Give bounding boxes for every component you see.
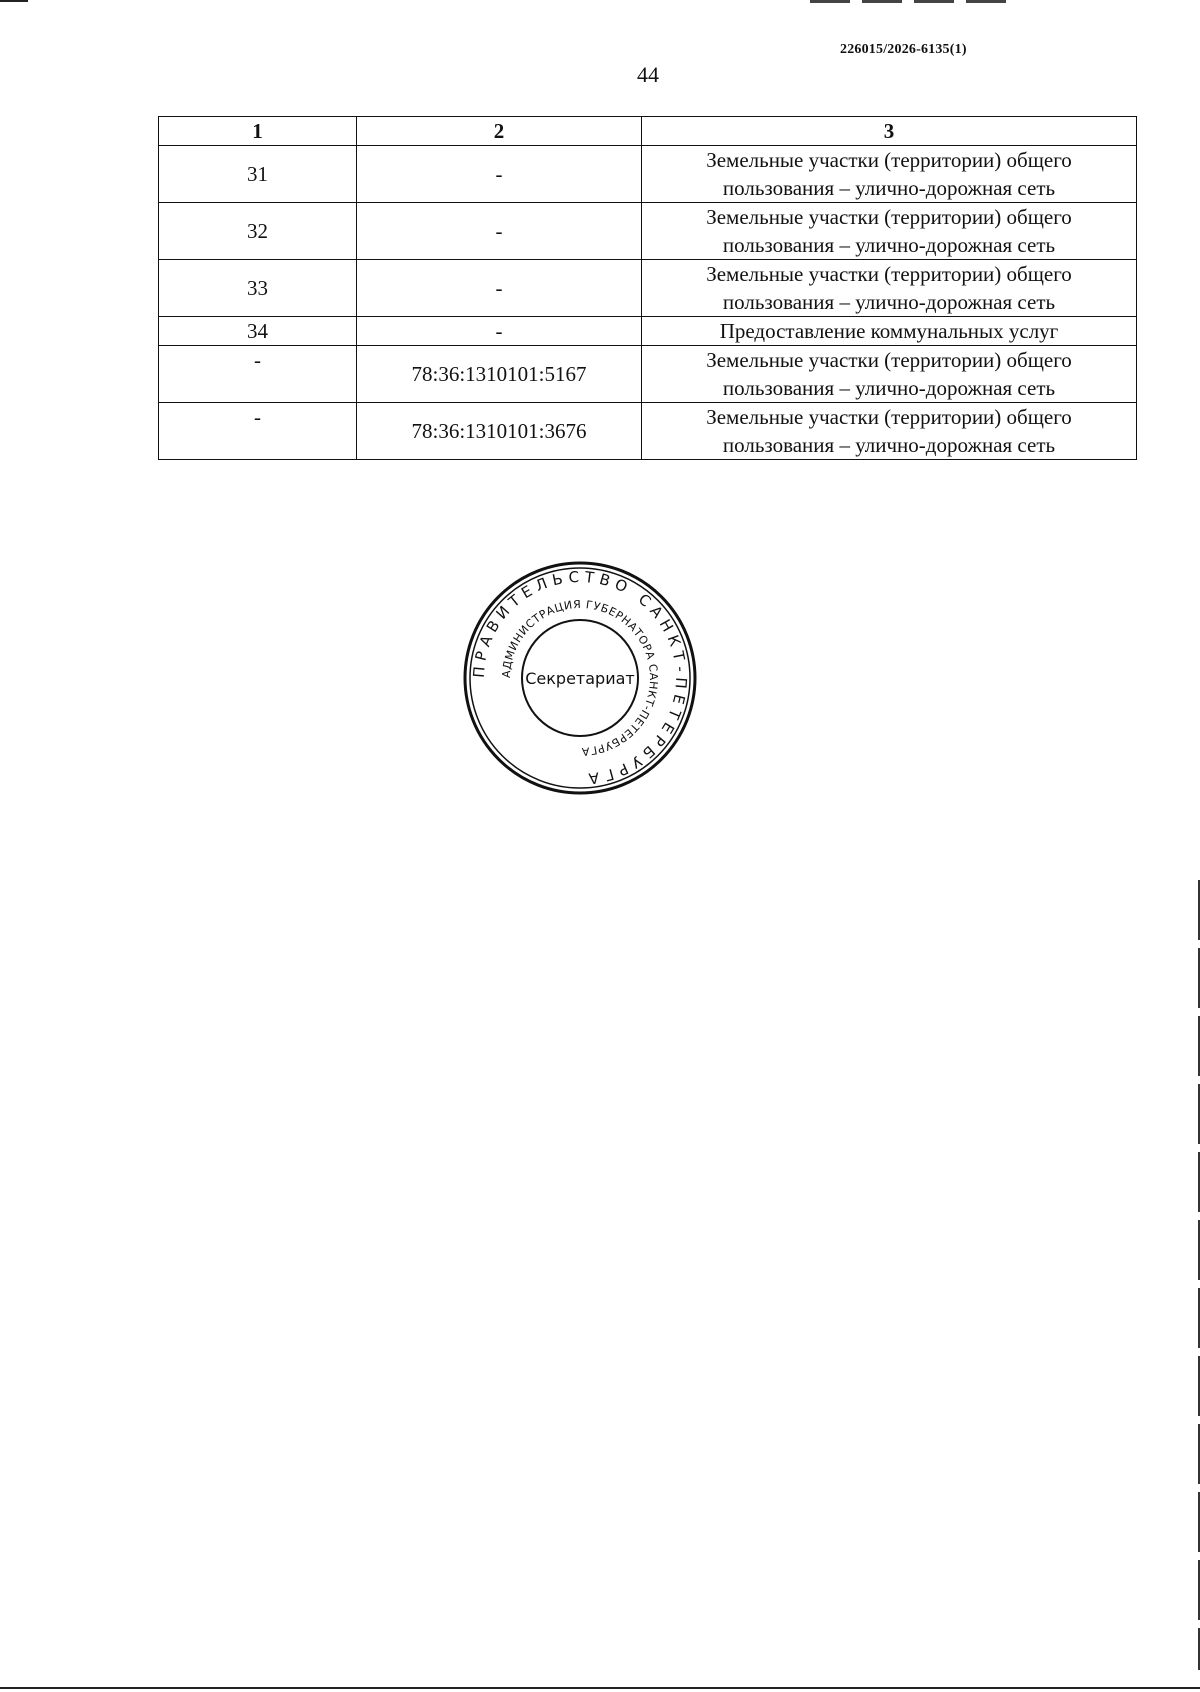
table-header-row: [159, 117, 1137, 146]
column-header: 2: [357, 117, 642, 146]
land-use-cell: [642, 403, 1137, 460]
land-use-line: пользования – улично-дорожная сеть: [722, 433, 1056, 457]
table-row: [159, 260, 1137, 317]
seal-inner-text: АДМИНИСТРАЦИЯ ГУБЕРНАТОРА САНКТ-ПЕТЕРБУРГА: [499, 597, 661, 759]
cadastral-number-cell: -: [357, 203, 642, 260]
land-use-line: Земельные участки (территории) общего: [706, 348, 1072, 372]
zone-number-cell: 32: [159, 203, 357, 260]
cadastral-number-cell: -: [357, 146, 642, 203]
land-use-line: пользования – улично-дорожная сеть: [722, 290, 1056, 314]
scan-edge-mark: [0, 1687, 1200, 1689]
seal-outer-text: ПРАВИТЕЛЬСТВО САНКТ-ПЕТЕРБУРГА: [469, 567, 691, 789]
official-seal-stamp: [462, 560, 698, 796]
cadastral-number-cell: 78:36:1310101:3676: [357, 403, 642, 460]
land-use-line: пользования – улично-дорожная сеть: [722, 233, 1056, 257]
land-use-line: Земельные участки (территории) общего: [706, 262, 1072, 286]
zone-number-cell: 31: [159, 146, 357, 203]
column-header: 1: [159, 117, 357, 146]
seal-center-text: Секретариат: [525, 669, 635, 688]
zone-number-cell: -: [159, 346, 357, 403]
land-use-line: Земельные участки (территории) общего: [706, 205, 1072, 229]
table-row: [159, 346, 1137, 403]
column-header: 3: [642, 117, 1137, 146]
table-row: [159, 146, 1137, 203]
zone-number-cell: -: [159, 403, 357, 460]
scan-edge-mark: [0, 0, 28, 2]
table-row: [159, 203, 1137, 260]
cadastral-number-cell: -: [357, 260, 642, 317]
land-use-line: Земельные участки (территории) общего: [706, 148, 1072, 172]
land-use-cell: [642, 260, 1137, 317]
document-number: 226015/2026-6135(1): [840, 42, 967, 57]
zone-number-cell: 34: [159, 317, 357, 346]
cadastral-number-cell: -: [357, 317, 642, 346]
zone-number-cell: 33: [159, 260, 357, 317]
cadastral-number-cell: 78:36:1310101:5167: [357, 346, 642, 403]
land-use-cell: [642, 146, 1137, 203]
land-plots-table: [158, 116, 1137, 460]
land-use-cell: Предоставление коммунальных услуг: [642, 317, 1137, 346]
land-use-cell: [642, 203, 1137, 260]
table-row: [159, 317, 1137, 346]
land-use-line: пользования – улично-дорожная сеть: [722, 176, 1056, 200]
scan-edge-mark: [810, 0, 1010, 3]
land-use-line: Земельные участки (территории) общего: [706, 405, 1072, 429]
land-use-cell: [642, 346, 1137, 403]
page-number: 44: [637, 62, 659, 87]
table-row: [159, 403, 1137, 460]
land-use-line: пользования – улично-дорожная сеть: [722, 376, 1056, 400]
